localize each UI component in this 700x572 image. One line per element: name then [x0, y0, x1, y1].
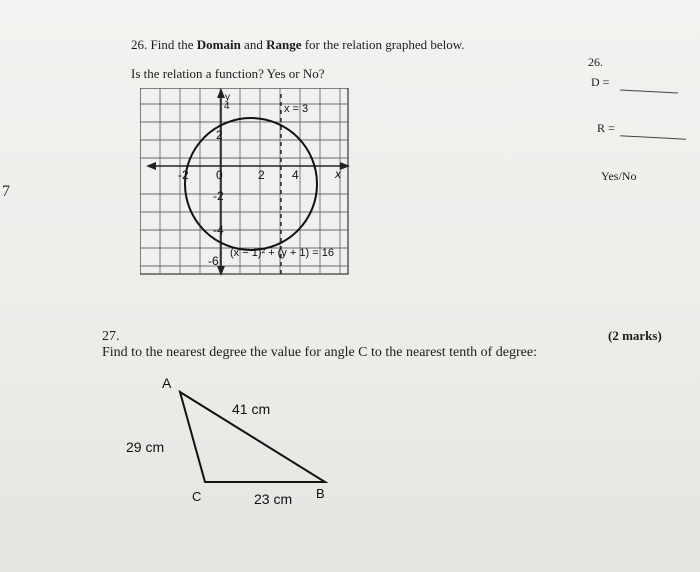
question-27-marks: (2 marks) — [608, 328, 662, 343]
title-suffix: for the relation graphed below. — [301, 37, 465, 52]
vertex-a-label: A — [162, 375, 172, 391]
vertex-c-label: C — [192, 489, 202, 504]
title-mid: and — [240, 37, 267, 52]
y-tick-label: -2 — [213, 189, 224, 203]
equation-label: (x − 1)² + (y + 1) = 16 — [230, 247, 334, 259]
y-tick-label: -6 — [208, 254, 219, 268]
x-tick-label: 0 — [216, 168, 223, 182]
x-tick-label: 4 — [292, 168, 299, 182]
answer-number: 26. — [588, 55, 603, 69]
question-26-subtitle: Is the relation a function? Yes or No? — [131, 66, 325, 81]
y-tick-label: 4 — [224, 101, 230, 112]
question-26-title — [131, 37, 465, 53]
side-ab-label: 41 cm — [232, 401, 271, 417]
x-axis-label: x — [335, 167, 341, 181]
y-tick-label: 2 — [216, 128, 223, 142]
title-range: Range — [266, 37, 302, 52]
margin-mark: 7 — [2, 183, 10, 200]
function-answer-label: Yes/No — [601, 169, 637, 183]
range-answer-line[interactable] — [620, 135, 686, 139]
domain-label: D = — [591, 75, 610, 89]
question-27-text: Find to the nearest degree the value for angle C to the nearest tenth of degree: — [102, 345, 537, 360]
title-domain: Domain — [196, 37, 241, 52]
side-ac-label: 29 cm — [126, 439, 165, 455]
side-cb-label: 23 cm — [254, 491, 293, 507]
x-tick-label: -2 — [178, 168, 189, 182]
x-tick-label: 2 — [258, 168, 265, 182]
y-tick-label: -4 — [213, 223, 224, 237]
question-27-number: 27. — [102, 329, 120, 344]
vertex-b-label: B — [316, 486, 325, 501]
range-label: R = — [597, 121, 615, 135]
relation-graph — [140, 88, 350, 276]
line-label: x = 3 — [284, 103, 309, 115]
triangle-diagram — [120, 370, 350, 520]
y-axis-label: y — [225, 92, 230, 103]
domain-answer-line[interactable] — [620, 89, 678, 93]
title-prefix: 26. Find the — [131, 37, 197, 52]
